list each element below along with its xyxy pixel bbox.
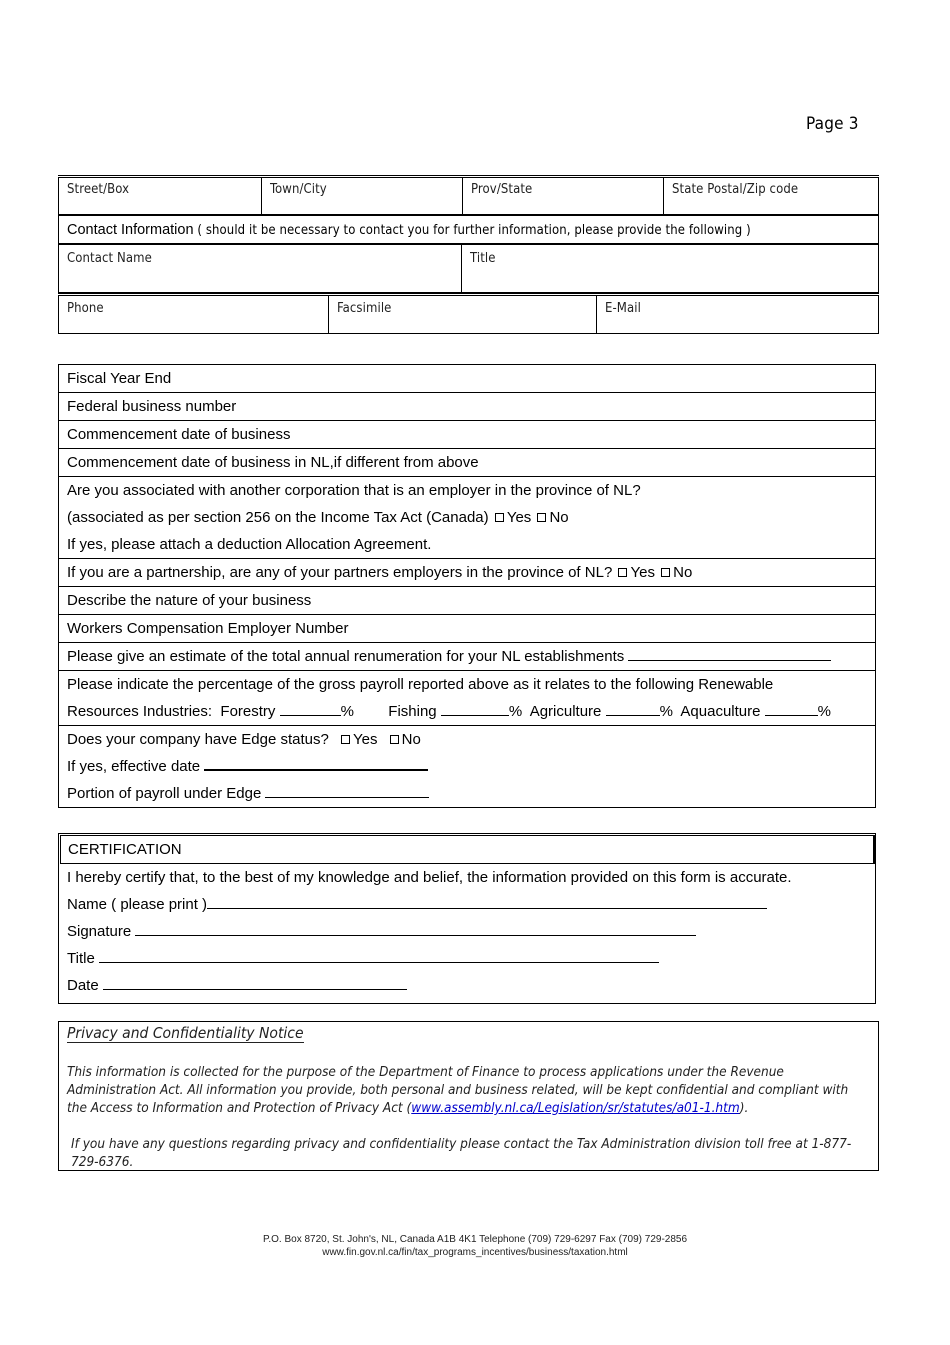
partner-no-checkbox[interactable] [661, 568, 670, 577]
cert-name-input-line[interactable] [207, 895, 767, 909]
address-contact-table [58, 175, 879, 334]
contact-title-label: Title [470, 251, 496, 266]
contact-note: ( should it be necessary to contact you for further information, please provide the following ) [193, 223, 751, 238]
association-row [59, 476, 875, 558]
percent-question: Please indicate the percentage of the gross payroll reported above as it relates to the following Renewable [67, 676, 774, 693]
partner-yes-checkbox[interactable] [618, 568, 627, 577]
assoc-attach: If yes, please attach a deduction Allocation Agreement. [67, 536, 432, 553]
edge-date-input-line[interactable] [204, 757, 428, 771]
fiscal-year-row[interactable] [59, 365, 875, 392]
forestry-pct: % [340, 703, 354, 720]
wc-row[interactable] [59, 614, 875, 642]
commencement-row[interactable] [59, 420, 875, 448]
postal-label: State Postal/Zip code [672, 182, 799, 197]
fax-label: Facsimile [337, 301, 392, 316]
certification-section [58, 833, 876, 1004]
contact-name-label: Contact Name [67, 251, 152, 266]
assoc-section: (associated as per section 256 on the Income Tax Act (Canada) [67, 509, 489, 526]
postal-field[interactable] [664, 177, 879, 215]
forestry-label: Forestry [220, 703, 276, 720]
agriculture-label: Agriculture [529, 703, 602, 720]
fishing-pct: % [508, 703, 523, 720]
privacy-statute-link[interactable]: www.assembly.nl.ca/Legislation/sr/statutes/a01-1.htm [411, 1100, 740, 1116]
edge-no-checkbox[interactable] [390, 735, 399, 744]
assoc-no-checkbox[interactable] [537, 513, 546, 522]
partner-question: If you are a partnership, are any of your partners employers in the province of NL? [67, 564, 613, 581]
assoc-question: Are you associated with another corporation that is an employer in the province of NL? [67, 482, 641, 499]
town-label: Town/City [270, 182, 327, 197]
footer-url: www.fin.gov.nl.ca/fin/tax_programs_incentives/business/taxation.html [322, 1247, 628, 1258]
cert-date-label: Date [67, 977, 99, 994]
partner-yes-label: Yes [630, 564, 655, 581]
cert-signature-input-line[interactable] [135, 922, 696, 936]
prov-label: Prov/State [471, 182, 533, 197]
partner-no-label: No [673, 564, 693, 581]
fishing-input-line[interactable] [441, 702, 509, 716]
fishing-label: Fishing [388, 703, 437, 720]
edge-yes-checkbox[interactable] [341, 735, 350, 744]
commencement-nl-row[interactable] [59, 448, 875, 476]
commence-label: Commencement date of business [67, 426, 291, 443]
edge-no-label: No [401, 731, 421, 748]
privacy-paragraph-2: If you have any questions regarding privacy and confidentiality please contact the Tax Administration division toll free at 1-877-729-6376. [71, 1136, 852, 1170]
edge-date-label: If yes, effective date [67, 758, 201, 775]
phone-field[interactable] [59, 295, 329, 334]
estimate-label: Please give an estimate of the total annual renumeration for your NL establishments [67, 648, 625, 665]
privacy-notice [58, 1021, 879, 1171]
contact-name-field[interactable] [59, 245, 462, 293]
nature-row[interactable] [59, 586, 875, 614]
partnership-row [59, 558, 875, 586]
privacy-title: Privacy and Confidentiality Notice [67, 1024, 304, 1042]
phone-label: Phone [67, 301, 104, 316]
estimate-input-line[interactable] [628, 647, 831, 661]
contact-heading: Contact Information [67, 222, 194, 238]
agriculture-input-line[interactable] [606, 702, 660, 716]
federal-number-row[interactable] [59, 392, 875, 420]
assoc-no-label: No [549, 509, 569, 526]
commence-nl-label: Commencement date of business in NL,if different from above [67, 454, 479, 471]
federal-label: Federal business number [67, 398, 237, 415]
edge-yes-label: Yes [353, 731, 378, 748]
forestry-input-line[interactable] [280, 702, 341, 716]
footer-address: P.O. Box 8720, St. John's, NL, Canada A1B 4K1 Telephone (709) 729-6297 Fax (709) 729-2856 [262, 1234, 688, 1245]
fax-field[interactable] [329, 295, 597, 334]
aquaculture-input-line[interactable] [765, 702, 818, 716]
aquaculture-label: Aquaculture [680, 703, 761, 720]
agriculture-pct: % [659, 703, 673, 720]
cert-signature-label: Signature [67, 923, 132, 940]
cert-title-input-line[interactable] [99, 949, 659, 963]
business-info-table [58, 364, 876, 808]
assoc-yes-label: Yes [506, 509, 532, 526]
edge-portion-input-line[interactable] [265, 784, 429, 798]
edge-question: Does your company have Edge status? [67, 731, 329, 748]
certification-statement: I hereby certify that, to the best of my knowledge and belief, the information provided on this form is accurate. [67, 869, 792, 886]
aquaculture-pct: % [817, 703, 831, 720]
resources-label: Resources Industries: [67, 703, 213, 720]
cert-name-label: Name ( please print ) [67, 896, 208, 913]
prov-field[interactable] [463, 177, 664, 215]
cert-date-input-line[interactable] [103, 976, 407, 990]
nature-label: Describe the nature of your business [67, 592, 312, 609]
town-field[interactable] [262, 177, 463, 215]
estimate-row [59, 642, 875, 670]
email-field[interactable] [597, 295, 879, 334]
email-label: E-Mail [605, 301, 641, 316]
street-label: Street/Box [67, 182, 130, 197]
page-number: Page 3 [806, 114, 859, 134]
edge-portion-label: Portion of payroll under Edge [67, 785, 262, 802]
assoc-yes-checkbox[interactable] [495, 513, 504, 522]
edge-row [59, 725, 875, 807]
privacy-paragraph-1: This information is collected for the purpose of the Department of Finance to process applications under the Revenue Administration Act. All information you provide, both personal and business related, will be kept confidential and compliant with the Access to Information and Protection of Privacy Act (www.assembly.nl.ca/Legislation/sr/statutes/a01-1.htm). [67, 1064, 849, 1116]
street-field[interactable] [59, 177, 262, 215]
cert-title-label: Title [67, 950, 95, 967]
contact-title-field[interactable] [462, 245, 879, 293]
wc-label: Workers Compensation Employer Number [67, 620, 349, 637]
fiscal-label: Fiscal Year End [67, 370, 172, 387]
certification-heading: CERTIFICATION [60, 835, 875, 864]
contact-info-header [59, 216, 879, 244]
percentage-row [59, 670, 875, 725]
